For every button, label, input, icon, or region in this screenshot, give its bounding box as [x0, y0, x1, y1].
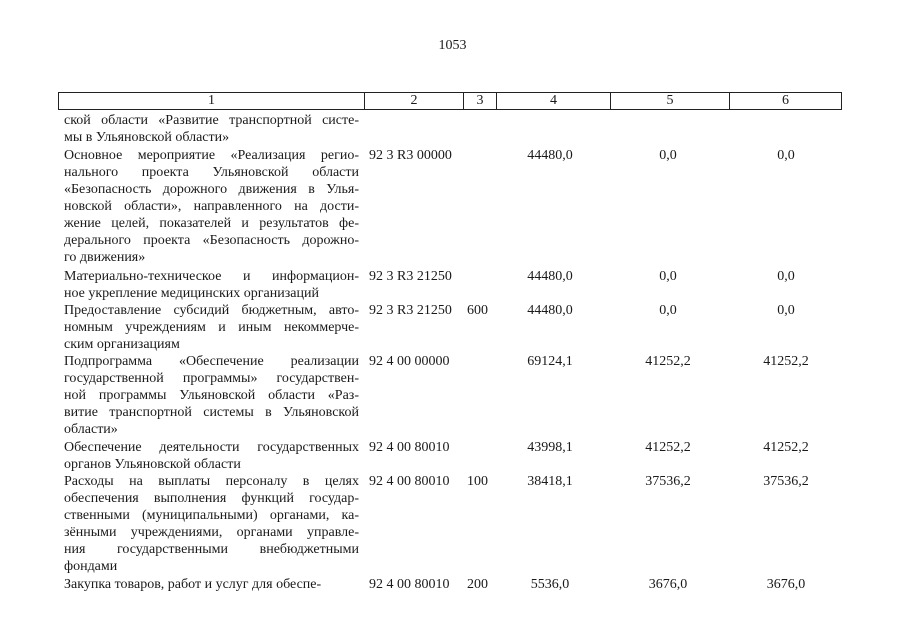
header-col-1: 1 — [208, 93, 215, 108]
row-value-2024: 0,0 — [659, 269, 677, 284]
row-value-2024: 37536,2 — [645, 474, 691, 489]
row-description — [64, 576, 359, 593]
description-line: области» — [64, 422, 118, 437]
description-line: витие транспортной системы в Ульяновской — [64, 405, 359, 420]
row-code: 92 3 R3 00000 — [369, 148, 452, 163]
row-value-2025: 0,0 — [777, 269, 795, 284]
row-value-2023: 38418,1 — [527, 474, 573, 489]
description-line: Обеспечение деятельности государственных — [64, 440, 359, 455]
row-description — [64, 147, 359, 266]
row-value-2023: 44480,0 — [527, 303, 573, 318]
description-line: Материально-техническое и информацион- — [64, 269, 359, 284]
description-line: ской области «Развитие транспортной систе- — [64, 113, 359, 128]
description-line: жение целей, показателей и результатов фе- — [64, 216, 359, 231]
description-line: «Безопасность дорожного движения в Улья- — [64, 182, 359, 197]
description-line: ной программы Ульяновской области «Раз- — [64, 388, 359, 403]
row-value-2023: 44480,0 — [527, 148, 573, 163]
row-description — [64, 473, 359, 575]
description-line: государственной программы» государствен- — [64, 371, 359, 386]
row-value-2025: 3676,0 — [766, 577, 806, 592]
description-line: ния государственными внебюджетными — [64, 542, 359, 557]
row-value-2025: 0,0 — [777, 303, 795, 318]
row-code: 92 3 R3 21250 — [369, 303, 452, 318]
description-line: нального проекта Ульяновской области — [64, 165, 359, 180]
row-code: 92 4 00 80010 — [369, 577, 450, 592]
row-value-2025: 37536,2 — [763, 474, 809, 489]
row-code: 92 4 00 80010 — [369, 474, 450, 489]
description-line: мы в Ульяновской области» — [64, 130, 230, 145]
row-value-2023: 69124,1 — [527, 354, 573, 369]
description-line: новской области», направленного на дости- — [64, 199, 359, 214]
row-description — [64, 302, 359, 353]
row-value-2023: 5536,0 — [530, 577, 570, 592]
row-value-2025: 41252,2 — [763, 354, 809, 369]
description-line: зёнными учреждениями, органами управле- — [64, 525, 359, 540]
row-value-2024: 0,0 — [659, 148, 677, 163]
row-value-2025: 41252,2 — [763, 440, 809, 455]
table-header — [58, 92, 842, 110]
description-line: го движения» — [64, 250, 146, 265]
description-line: ственными (муниципальными) органами, ка- — [64, 508, 359, 523]
description-line: ное укрепление медицинских организаций — [64, 286, 319, 301]
header-col-4: 4 — [550, 93, 557, 108]
header-col-3: 3 — [476, 93, 484, 108]
row-description — [64, 268, 359, 302]
description-line: органов Ульяновской области — [64, 457, 241, 472]
row-description — [64, 112, 359, 146]
page-number: 1053 — [438, 38, 467, 53]
description-line: ским организациям — [64, 337, 180, 352]
row-code: 92 3 R3 21250 — [369, 269, 452, 284]
row-type: 200 — [467, 577, 488, 592]
row-value-2023: 44480,0 — [527, 269, 573, 284]
header-col-5: 5 — [666, 93, 674, 108]
row-value-2024: 3676,0 — [648, 577, 688, 592]
description-line: Подпрограмма «Обеспечение реализации — [64, 354, 359, 369]
row-code: 92 4 00 00000 — [369, 354, 450, 369]
row-value-2023: 43998,1 — [527, 440, 573, 455]
row-type: 100 — [467, 474, 488, 489]
description-line: номным учреждениям и иным некоммерче- — [64, 320, 359, 335]
row-description — [64, 439, 359, 473]
row-value-2024: 41252,2 — [645, 440, 691, 455]
description-line: обеспечения выполнения функций государ- — [64, 491, 359, 506]
description-line: Закупка товаров, работ и услуг для обеспе- — [64, 577, 322, 592]
row-value-2025: 0,0 — [777, 148, 795, 163]
description-line: фондами — [64, 559, 118, 574]
description-line: Расходы на выплаты персоналу в целях — [64, 474, 359, 489]
row-code: 92 4 00 80010 — [369, 440, 450, 455]
row-value-2024: 41252,2 — [645, 354, 691, 369]
row-type: 600 — [467, 303, 488, 318]
header-col-6: 6 — [782, 93, 789, 108]
row-description — [64, 353, 359, 438]
description-line: Основное мероприятие «Реализация регио- — [64, 148, 359, 163]
header-col-2: 2 — [410, 93, 418, 108]
row-value-2024: 0,0 — [659, 303, 677, 318]
description-line: дерального проекта «Безопасность дорожно- — [64, 233, 359, 248]
description-line: Предоставление субсидий бюджетным, авто- — [64, 303, 359, 318]
